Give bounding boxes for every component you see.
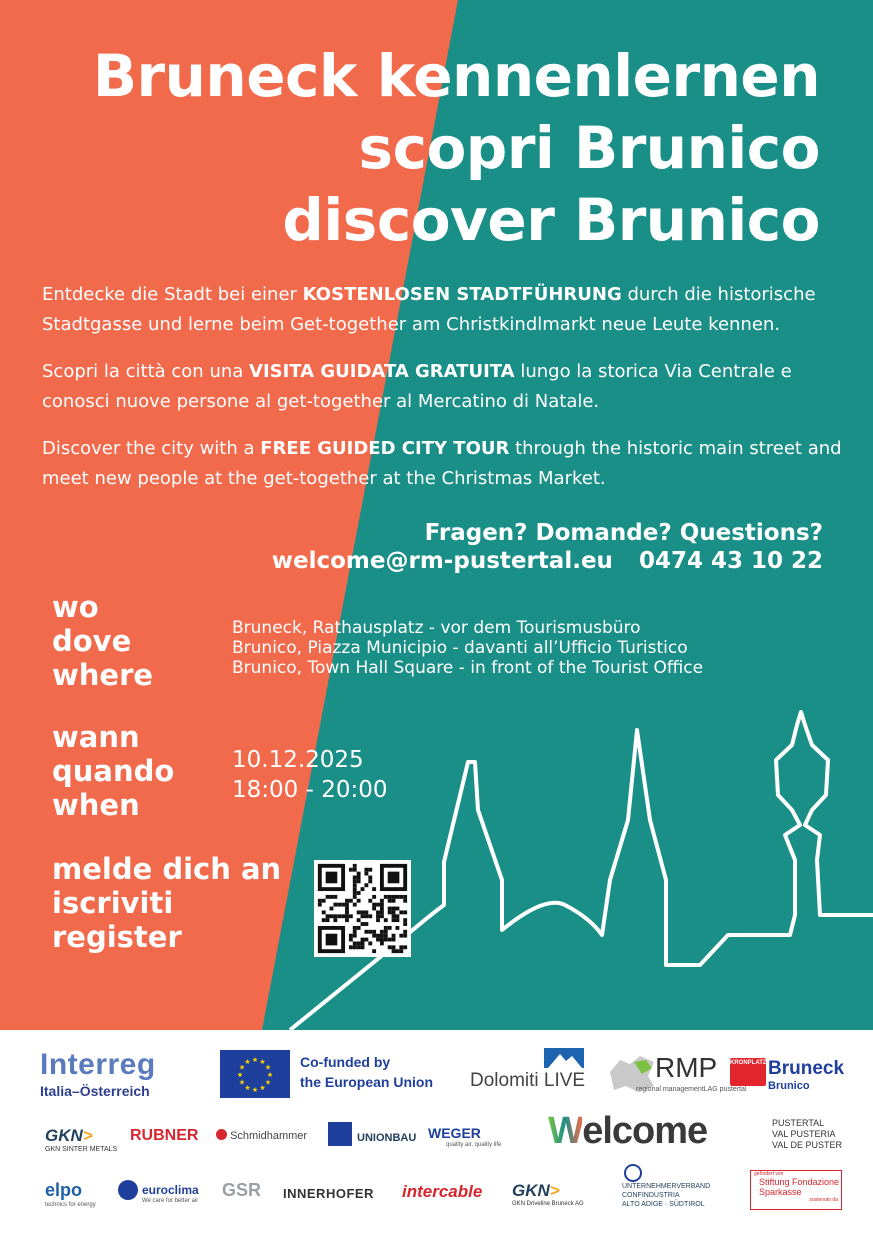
contact-question: Fragen? Domande? Questions? <box>424 520 823 546</box>
mountain-icon <box>544 1048 584 1068</box>
eu-star-icon: ★ <box>244 1059 251 1067</box>
event-time: 18:00 - 20:00 <box>232 777 388 803</box>
eu-star-icon: ★ <box>236 1072 244 1079</box>
live-text: LIVE <box>543 1070 586 1091</box>
innerhofer-logo: INNERHOFER <box>283 1186 374 1201</box>
sponsor-footer <box>0 1030 873 1240</box>
when-label-it: quando <box>52 754 175 788</box>
confindustria-line3: ALTO ADIGE · SÜDTIROL <box>622 1201 705 1208</box>
where-labels <box>52 590 153 692</box>
contact-line <box>272 548 823 574</box>
eu-flag-icon <box>220 1050 290 1098</box>
intro-it-text: Scopri la città con una <box>42 361 250 382</box>
sparkasse-top-text: gefördert von <box>754 1171 784 1177</box>
eu-text-line2: the European Union <box>300 1074 433 1090</box>
sparkasse-logo <box>750 1170 842 1210</box>
dolomiti-text: Dolomiti <box>470 1070 539 1091</box>
intro-it-highlight: VISITA GUIDATA GRATUITA <box>249 361 515 382</box>
welcome-subtitle <box>772 1118 842 1151</box>
euroclima-logo: euroclima <box>142 1183 199 1197</box>
where-label-it: dove <box>52 624 132 658</box>
rubner-logo: RUBNER <box>130 1127 199 1144</box>
where-label-de: wo <box>52 590 99 624</box>
when-label-en: when <box>52 788 140 822</box>
gkn-sinter-subtitle: GKN SINTER METALS <box>45 1146 118 1153</box>
welcome-sub-it: VAL PUSTERIA <box>772 1129 836 1139</box>
welcome-w-icon: W <box>548 1110 583 1152</box>
interreg-logo: Interreg <box>40 1048 156 1081</box>
gsr-logo: GSR <box>222 1180 262 1200</box>
euroclima-icon <box>118 1180 138 1200</box>
eu-star-icon: ★ <box>251 1057 259 1064</box>
rmp-logo: RMP <box>655 1052 718 1083</box>
bruneck-logo: Bruneck <box>768 1058 845 1079</box>
intercable-logo: intercable <box>402 1182 483 1201</box>
kronplatz-text: KRONPLATZ <box>730 1060 767 1066</box>
welcome-logo <box>548 1110 707 1153</box>
schmidhammer-dot-icon <box>216 1129 227 1140</box>
when-label-de: wann <box>52 720 140 754</box>
eu-star-icon: ★ <box>264 1064 272 1072</box>
intro-it-text-rest: lungo la storica Via Centrale e conosci nuove persone al get-together al Mercatino di Natale. <box>42 361 792 412</box>
intro-de-highlight: KOSTENLOSEN STADTFÜHRUNG <box>302 284 622 305</box>
elpo-subtitle: technics for energy <box>45 1202 96 1208</box>
when-labels <box>52 720 174 822</box>
where-label-en: where <box>52 658 154 692</box>
eu-star-icon: ★ <box>259 1059 266 1067</box>
eu-star-icon: ★ <box>264 1079 272 1087</box>
gkn-sinter-logo <box>45 1126 93 1146</box>
schmidhammer-logo <box>216 1129 307 1142</box>
intro-english <box>42 434 842 494</box>
schmidhammer-text: Schmidhammer <box>230 1130 308 1142</box>
title-german: Bruneck kennenlernen <box>92 42 820 110</box>
bruneck-subtitle: Brunico <box>768 1080 810 1092</box>
kronplatz-badge <box>730 1058 766 1086</box>
eu-star-icon: ★ <box>251 1087 259 1094</box>
weger-logo: WEGER <box>428 1125 481 1141</box>
weger-subtitle: quality air, quality life <box>446 1142 502 1148</box>
eu-star-icon: ★ <box>238 1079 246 1087</box>
elpo-logo: elpo <box>45 1180 83 1200</box>
intro-en-text: Discover the city with a <box>42 438 261 459</box>
gkn2-chevron-icon: > <box>549 1181 560 1200</box>
eu-star-icon: ★ <box>238 1064 246 1072</box>
intro-de-text-rest: durch die historische Stadtgasse und lerne beim Get-together am Christkindlmarkt neue Leute kennen. <box>42 284 816 335</box>
confindustria-line2: CONFINDUSTRIA <box>622 1192 680 1199</box>
intro-en-highlight: FREE GUIDED CITY TOUR <box>260 438 510 459</box>
gkn-driveline-subtitle: GKN Driveline Bruneck AG <box>512 1201 584 1207</box>
confindustria-line1: UNTERNEHMERVERBAND <box>622 1183 711 1190</box>
euroclima-subtitle: We care for better air <box>142 1198 199 1204</box>
eu-star-icon: ★ <box>266 1072 274 1079</box>
unionbau-logo: UNIONBAU <box>357 1132 417 1144</box>
rmp-subtitle: regional managementLAG pustertal <box>636 1086 747 1093</box>
intro-italian <box>42 357 842 417</box>
eu-star-icon: ★ <box>244 1084 251 1092</box>
welcome-sub-lad: VAL DE PUSTER <box>772 1140 843 1150</box>
gkn-chevron-icon: > <box>82 1126 93 1145</box>
register-labels <box>52 852 281 954</box>
title-italian: scopri Brunico <box>358 114 820 182</box>
confindustria-logo <box>622 1182 710 1209</box>
eu-star-icon: ★ <box>259 1084 266 1092</box>
register-label-it: iscriviti <box>52 886 174 920</box>
event-date: 10.12.2025 <box>232 747 364 773</box>
gkn2-text: GKN <box>512 1181 550 1200</box>
intro-de-text: Entdecke die Stadt bei einer <box>42 284 303 305</box>
contact-phone[interactable]: 0474 43 10 22 <box>638 548 823 574</box>
unionbau-icon <box>328 1122 352 1146</box>
title-english: discover Brunico <box>282 186 820 254</box>
where-line-it: Brunico, Piazza Municipio - davanti all’Ufficio Turistico <box>232 638 688 658</box>
sparkasse-line2: Sparkasse <box>759 1187 802 1197</box>
dolomiti-live-logo <box>470 1070 585 1092</box>
gkn-text: GKN <box>45 1126 83 1145</box>
where-details <box>232 618 703 678</box>
sparkasse-line1: Stiftung Fondazione <box>759 1177 840 1187</box>
register-label-en: register <box>52 920 182 954</box>
interreg-subtitle: Italia–Österreich <box>40 1083 150 1099</box>
sparkasse-bottom-text: sostenuto da <box>809 1197 838 1203</box>
welcome-sub-de: PUSTERTAL <box>772 1118 825 1128</box>
intro-en-text-rest: through the historic main street and meet new people at the get-together at the Christmas Market. <box>42 438 842 489</box>
confindustria-icon <box>624 1164 642 1182</box>
contact-email[interactable]: welcome@rm-pustertal.eu <box>271 548 613 574</box>
registration-qr-code[interactable] <box>314 860 411 957</box>
eu-text-line1: Co-funded by <box>300 1054 391 1070</box>
register-label-de: melde dich an <box>52 852 282 886</box>
where-line-de: Bruneck, Rathausplatz - vor dem Tourismusbüro <box>232 618 641 638</box>
where-line-en: Brunico, Town Hall Square - in front of the Tourist Office <box>232 658 704 678</box>
intro-german <box>42 280 842 340</box>
gkn-driveline-logo <box>512 1181 560 1201</box>
welcome-text: elcome <box>582 1110 708 1152</box>
